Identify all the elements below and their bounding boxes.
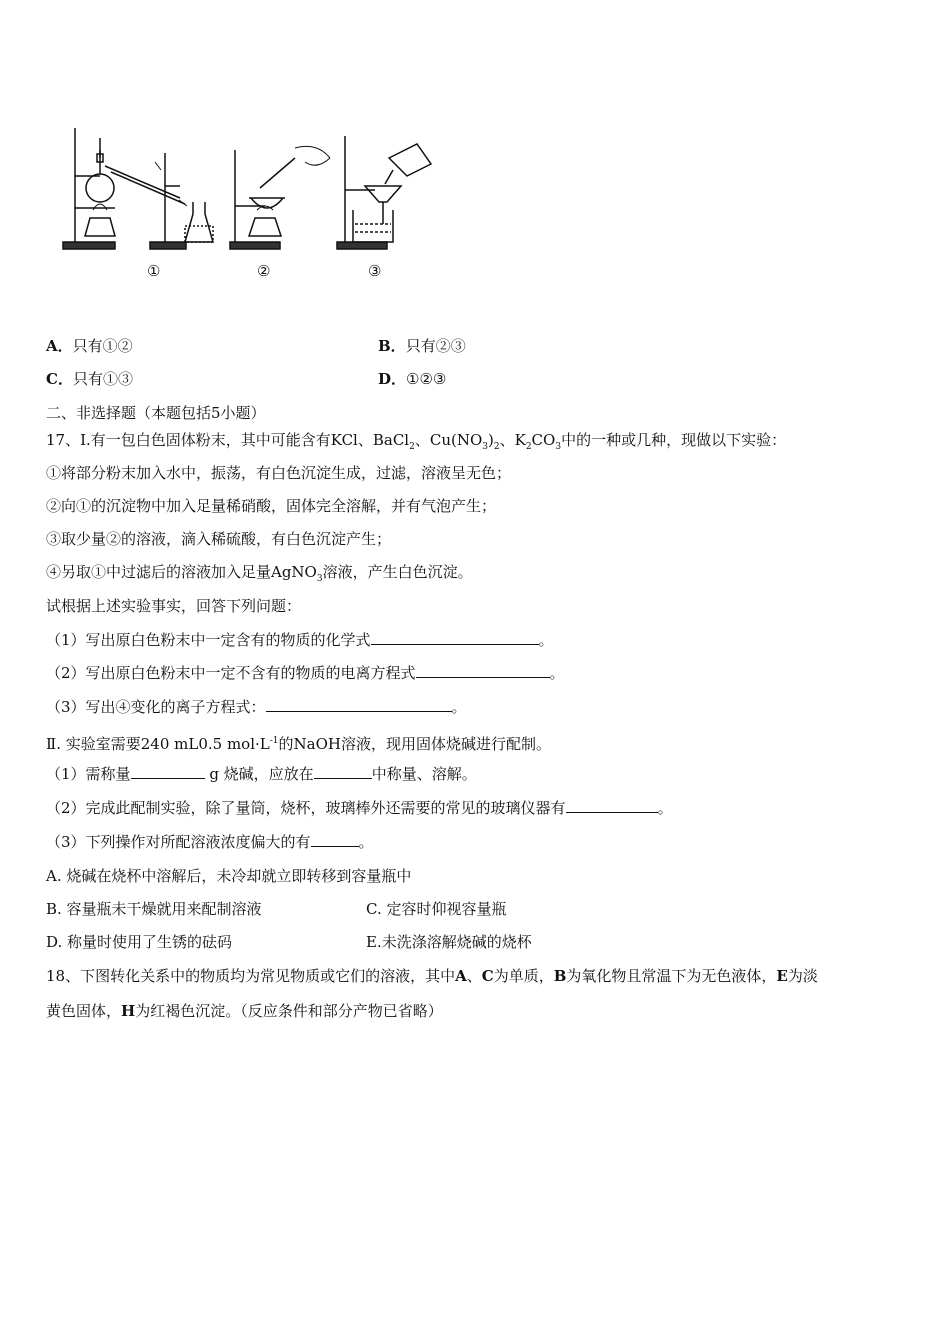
q18-line-2: 黄色固体，H为红褐色沉淀。（反应条件和部分产物已省略） — [46, 1002, 443, 1020]
choice-c-letter: C． — [46, 370, 73, 388]
q17-question-1: （1）写出原白色粉末中一定含有的物质的化学式 。 — [46, 631, 554, 649]
q17-part2-question-2: （2）完成此配制实验，除了量筒，烧杯，玻璃棒外还需要的常见的玻璃仪器有 。 — [46, 799, 673, 817]
choice-d-letter: D． — [378, 370, 407, 388]
figure-label-3: ③ — [368, 262, 382, 280]
q17-part-2: Ⅱ. 实验室需要240 mL0.5 $mol\cdot L^{-1}$的NaOH溶液，现用固体烧碱进行配制。 — [46, 735, 551, 753]
choice-b — [378, 336, 466, 356]
q17-option-e: E.未洗涤溶解烧碱的烧杯 — [366, 933, 532, 951]
choice-a — [46, 336, 133, 356]
q17-option-a: A. 烧碱在烧杯中溶解后，未冷却就立即转移到容量瓶中 — [46, 867, 412, 885]
q17-question-3: （3）写出④变化的离子方程式： 。 — [46, 698, 467, 716]
choice-c — [46, 369, 133, 389]
choice-d-text: ①②③ — [406, 370, 447, 388]
q17-step-3: ③取少量②的溶液，滴入稀硫酸，有白色沉淀产生； — [46, 530, 392, 548]
answer-blank[interactable] — [566, 798, 658, 813]
answer-blank[interactable] — [314, 764, 372, 779]
section-title: 二、非选择题（本题包括5小题） — [46, 404, 266, 422]
choice-b-text: 只有②③ — [405, 337, 466, 355]
apparatus-illustration — [55, 118, 455, 290]
q17-intro: 17、Ⅰ.有一包白色固体粉末，其中可能含有KCl、BaCl$_2$、$Cu(NO_3)_2$、$K_2CO_3$中的一种或几种，现做以下实验： — [46, 431, 787, 452]
choice-c-text: 只有①③ — [72, 370, 133, 388]
choice-b-letter: B． — [378, 337, 406, 355]
q17-part2-question-3: （3）下列操作对所配溶液浓度偏大的有 。 — [46, 833, 374, 851]
choice-a-letter: A． — [46, 337, 73, 355]
q17-step-1: ①将部分粉末加入水中，振荡，有白色沉淀生成，过滤，溶液呈无色； — [46, 464, 512, 482]
q17-question-2: （2）写出原白色粉末中一定不含有的物质的电离方程式 。 — [46, 664, 565, 682]
figure-label-2: ② — [257, 262, 271, 280]
q17-step-4: ④另取①中过滤后的溶液加入足量AgNO$_3$溶液，产生白色沉淀。 — [46, 563, 473, 584]
q18-line-1: 18、下图转化关系中的物质均为常见物质或它们的溶液，其中A、C为单质，B为氧化物且常温下为无色液体，E为淡 — [46, 967, 818, 985]
figure-label-1: ① — [147, 262, 161, 280]
q17-prompt: 试根据上述实验事实，回答下列问题： — [46, 597, 302, 615]
choice-a-text: 只有①② — [72, 337, 133, 355]
choice-d — [378, 369, 446, 389]
q17-part2-question-1: （1）需称量 g 烧碱，应放在 中称量、溶解。 — [46, 765, 477, 783]
q17-option-b: B. 容量瓶未干燥就用来配制溶液 — [46, 900, 262, 918]
q17-step-2: ②向①的沉淀物中加入足量稀硝酸，固体完全溶解，并有气泡产生； — [46, 497, 497, 515]
q17-option-d: D. 称量时使用了生锈的砝码 — [46, 933, 233, 951]
q17-option-c: C. 定容时仰视容量瓶 — [366, 900, 507, 918]
answer-blank[interactable] — [416, 663, 550, 678]
apparatus-figure — [55, 118, 455, 290]
answer-blank[interactable] — [131, 764, 205, 779]
answer-blank[interactable] — [266, 697, 452, 712]
answer-blank[interactable] — [371, 630, 539, 645]
answer-blank[interactable] — [311, 832, 359, 847]
